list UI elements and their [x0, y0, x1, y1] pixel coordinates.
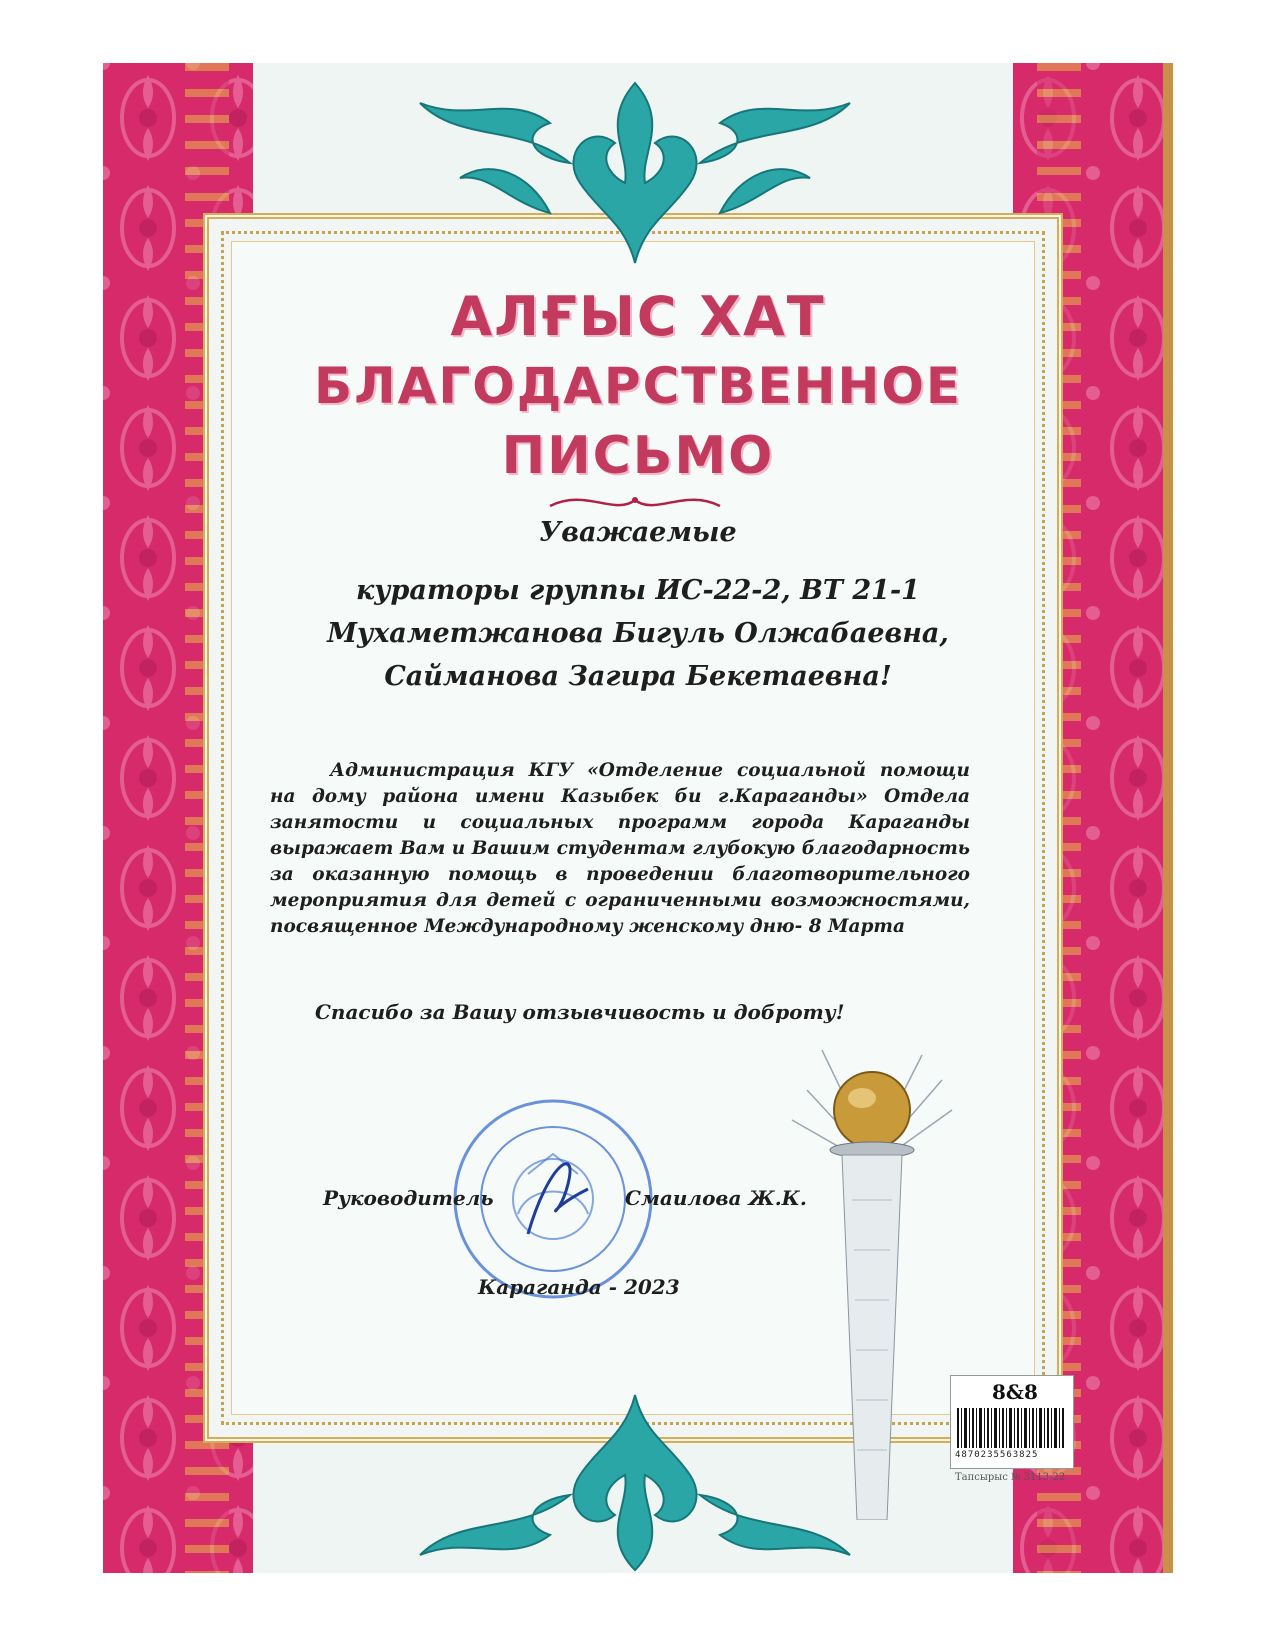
signer-role: Руководитель [323, 1186, 494, 1210]
greeting-curators: кураторы группы ИС-22-2, ВТ 21-1 [356, 575, 920, 606]
flourish-divider [545, 488, 725, 516]
order-number: Тапсырыс № 3113-22 [955, 1472, 1066, 1483]
thanks-line: Спасибо за Вашу отзывчивость и доброту! [315, 1000, 845, 1024]
title-kazakh: АЛҒЫС ХАТ [450, 285, 826, 348]
signer-name: Смаилова Ж.К. [625, 1186, 807, 1210]
body-paragraph: Администрация КГУ «Отделение социальной помощи на дому района имени Казыбек би г.Караганды» Отдела занятости и социальных программ города Караганды выражает Вам и Вашим студентам глубокую благодарность за оказанную помощь в проведении благотворительного мероприятия для детей с ограниченными возможностями, посвященное Международному женскому дню- 8 Марта [270, 760, 970, 937]
greeting-name-1: Мухаметжанова Бигуль Олжабаевна, [327, 618, 949, 649]
baiterek-tower-icon [782, 1050, 962, 1520]
title-russian-line2: ПИСЬМО [501, 426, 775, 486]
place-date: Караганда - 2023 [478, 1275, 680, 1299]
filigree-ornament-icon [400, 63, 870, 273]
publisher-logo: 8&8 [992, 1380, 1038, 1404]
letter-body [270, 758, 970, 940]
barcode-number: 4870235563825 [955, 1450, 1039, 1460]
title-russian-line1: БЛАГОДАРСТВЕННОЕ [314, 357, 962, 415]
greeting-salutation: Уважаемые [539, 517, 737, 548]
barcode-icon [957, 1408, 1067, 1448]
greeting-name-2: Сайманова Загира Бекетаевна! [384, 661, 892, 692]
